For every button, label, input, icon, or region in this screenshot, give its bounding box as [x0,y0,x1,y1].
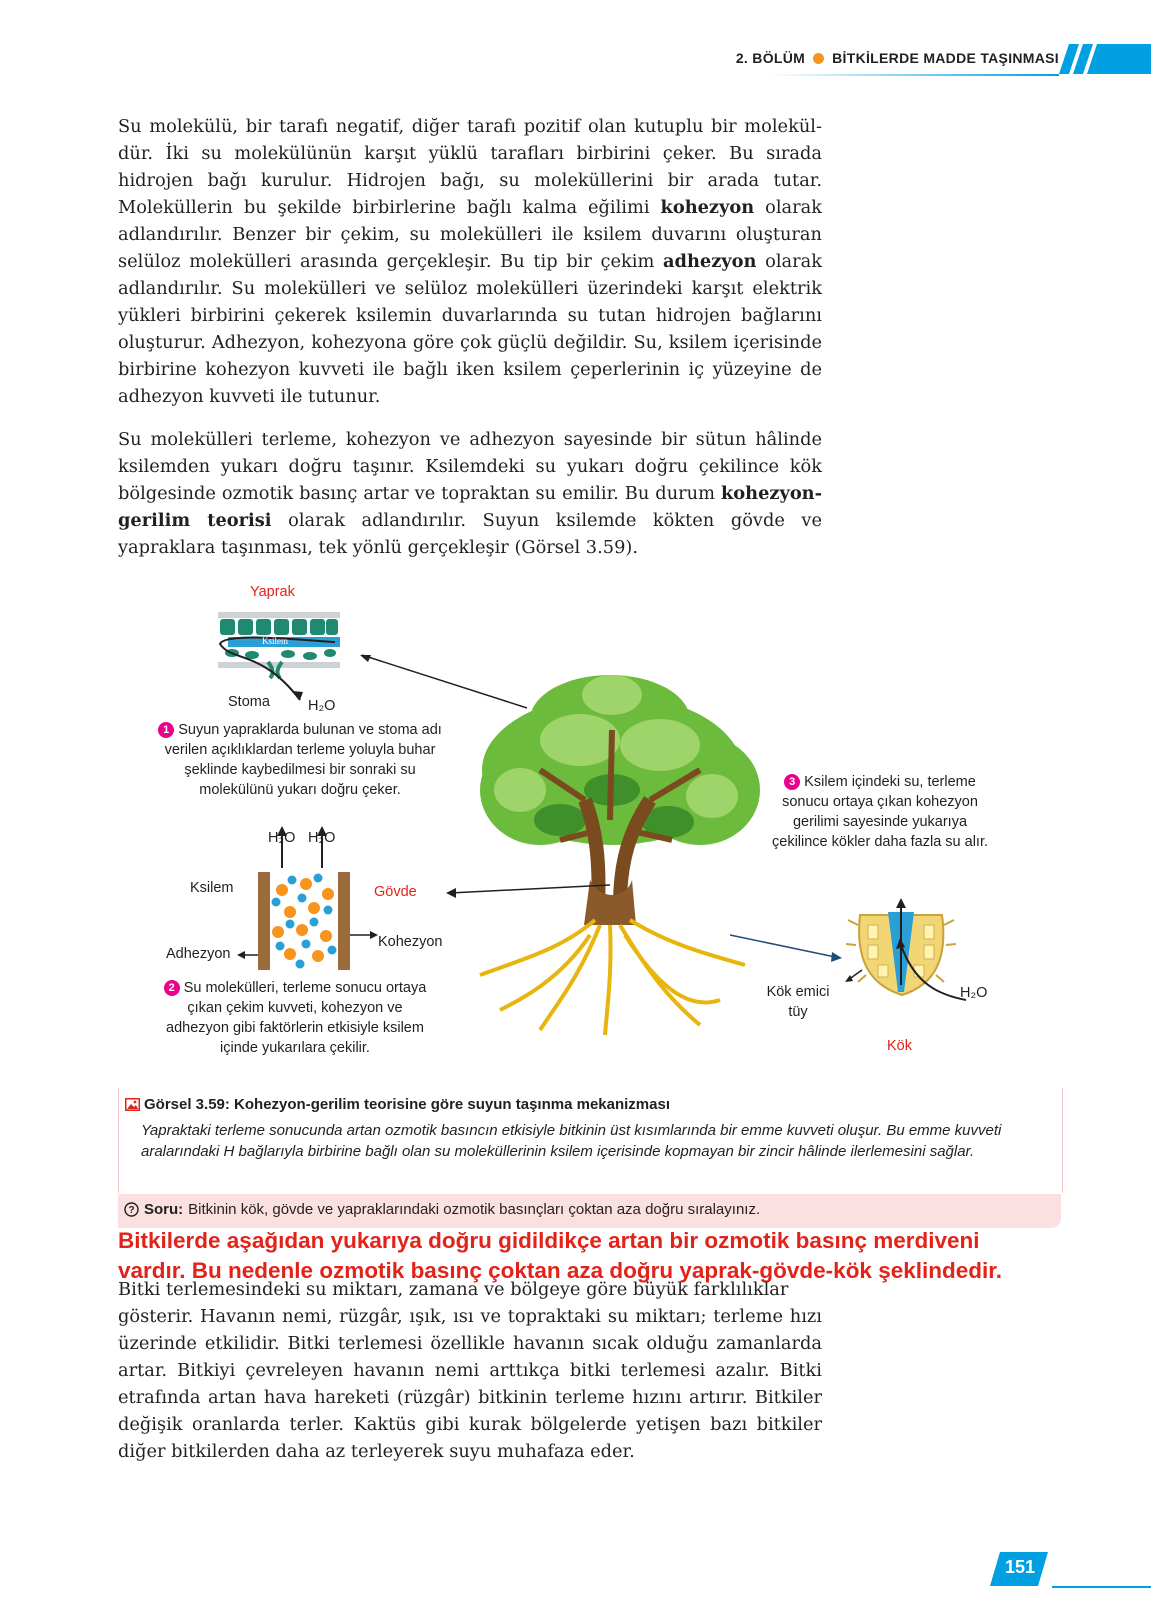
p1-text-c: olarak adlandırılır. Su molekülleri ve selüloz molekülleri üzerindeki karşıt elektrik yükleri birbirini çekerek ksilemin duvarlarında su tutan hidrojen bağlarını oluşturur. Adhezyon, kohezyona göre çok güçlü değildir. Su, ksilem içerisinde birbirine kohezyon kuvveti ile bağlı iken ksilem çeperlerinin iç yüzeyine de adhezyon kuvveti ile tutunur. [118,251,822,407]
label-govde: Gövde [374,884,417,900]
question-box [118,1194,1061,1228]
label-ksilem-inner: Ksilem [262,636,288,646]
chapter-label: 2. BÖLÜM [735,50,806,66]
caption-title [125,1096,670,1113]
label-h2o-stem-right: H₂O [308,830,336,846]
question-label: Soru: [144,1201,184,1218]
question-text: Bitkinin kök, gövde ve yapraklarındaki ozmotik basınçları çoktan aza doğru sıralayınız. [188,1201,761,1218]
p2-text-b: olarak adlandırılır. Suyun ksilemde kökten gövde ve yapraklara taşınması, tek yönlü gerçekleşir (Görsel 3.59). [118,510,822,558]
step1-text: Suyun yapraklarda bulunan ve stoma adı verilen açıklıklardan terleme yoluyla buhar şeklinde kaybedilmesi bir sonraki su molekülünü yukarı doğru çeker. [164,722,442,798]
answer-line-2: vardır. Bu nedenle ozmotik basınç çoktan aza doğru yaprak-gövde-kök şeklindedir. [118,1258,1003,1283]
label-h2o-root: H₂O [960,985,988,1001]
step2-badge: 2 [164,980,180,996]
step3-text: Ksilem içindeki su, terleme sonucu ortaya çıkan kohezyon gerilimi sayesinde yukarıya çekilince kökler daha fazla su alır. [772,774,988,850]
question-icon [124,1202,139,1217]
step1-caption [150,720,450,800]
term-kohezyon: kohezyon [660,197,755,218]
step1-badge: 1 [158,722,174,738]
label-kohezyon: Kohezyon [378,934,443,950]
answer-line-1: Bitkilerde aşağıdan yukarıya doğru gidildikçe artan bir ozmotik basınç merdiveni [118,1228,980,1253]
p1-text-a: Su molekülü, bir tarafı negatif, diğer tarafı pozitif olan kutuplu bir moleküldür. İki su molekülünün karşıt yüklü tarafları birbirini çeker. Bu sırada hidrojen bağı kurulur. Hidrojen bağı, su moleküllerini bir arada tutar. Moleküllerin bu şekilde birbirlerine bağlı kalma eğilimi [118,116,822,218]
svg-text:?: ? [128,1205,135,1216]
label-stoma: Stoma [228,694,270,710]
step3-caption [765,772,995,852]
caption-body: Yapraktaki terleme sonucunda artan ozmotik basıncın etkisiyle bitkinin üst kısımlarında bir emme kuvveti oluşur. Bu emme kuvveti aralarındaki H bağlarıyla birbirine bağlı olan su moleküllerinin ksilem içerisinde kopmayan bir zincir hâlinde ilerlemesini sağlar. [141,1122,1002,1160]
section-title: BİTKİLERDE MADDE TAŞINMASI [832,50,1059,66]
tree-illustration [480,675,760,1035]
label-h2o-leaf: H₂O [308,698,336,714]
term-kohezyon-gerilim: kohezyon-gerilim teorisi [118,483,822,531]
term-adhezyon: adhezyon [663,251,757,272]
image-icon [125,1098,140,1111]
paragraph-transpiration: gösterir. Havanın nemi, rüzgâr, ışık, ısı ve topraktaki su miktarı; terleme hızı üzerinde etkilidir. Bitki terlemesi özellikle havanın sıcak olduğu zamanlarda artar. Bitkiyi çevreleyen havanın nemi arttıkça bitki terlemesi azalır. Bitki etrafında artan hava hareketi (rüzgâr) bitkinin terleme hızını artırır. Bitkiler değişik oranlarda terler. Kaktüs gibi kurak bölgelerde yetişen bazı bitkiler diğer bitkilerden daha az terleyerek suyu muhafaza eder. [118,1306,822,1462]
label-kok: Kök [887,1038,912,1054]
figure-caption-box [118,1088,1063,1193]
leaf-section-diagram [218,612,340,700]
obscured-line [118,1279,822,1304]
page-number: 151 [1004,1557,1036,1577]
label-h2o-stem-left: H₂O [268,830,296,846]
p2-text-a: Su molekülleri terleme, kohezyon ve adhezyon sayesinde bir sütun hâlinde ksilemden yukarı doğru taşınır. Ksilemdeki su yukarı doğru çekilince kök bölgesinde ozmotik basınç artar ve topraktan su emilir. Bu durum [118,429,822,504]
step3-badge: 3 [784,774,800,790]
label-ksilem: Ksilem [190,880,234,896]
caption-title-text: Görsel 3.59: Kohezyon-gerilim teorisine göre suyun taşınma mekanizması [144,1096,670,1113]
step2-caption [160,978,430,1058]
root-tip-diagram [845,898,966,1000]
p1-text-b: olarak adlandırılır. Benzer bir çekim, su molekülleri ile ksilem duvarını oluşturan selüloz molekülleri arasında gerçekleşir. Bu tip bir çekim [118,197,822,272]
step2-text: Su molekülleri, terleme sonucu ortaya çıkan çekim kuvveti, kohezyon ve adhezyon gibi faktörlerin etkisiyle ksilem içinde yukarılara çekilir. [166,980,427,1056]
obscured-line-text: Bitki terlemesindeki su miktarı, zamana ve bölgeye göre büyük farklılıklar [118,1279,789,1300]
label-kok-emici-tuy: Kök emici tüy [766,984,830,1020]
label-adhezyon: Adhezyon [166,946,231,962]
label-yaprak: Yaprak [250,584,295,600]
footer-rule [1052,1586,1151,1588]
